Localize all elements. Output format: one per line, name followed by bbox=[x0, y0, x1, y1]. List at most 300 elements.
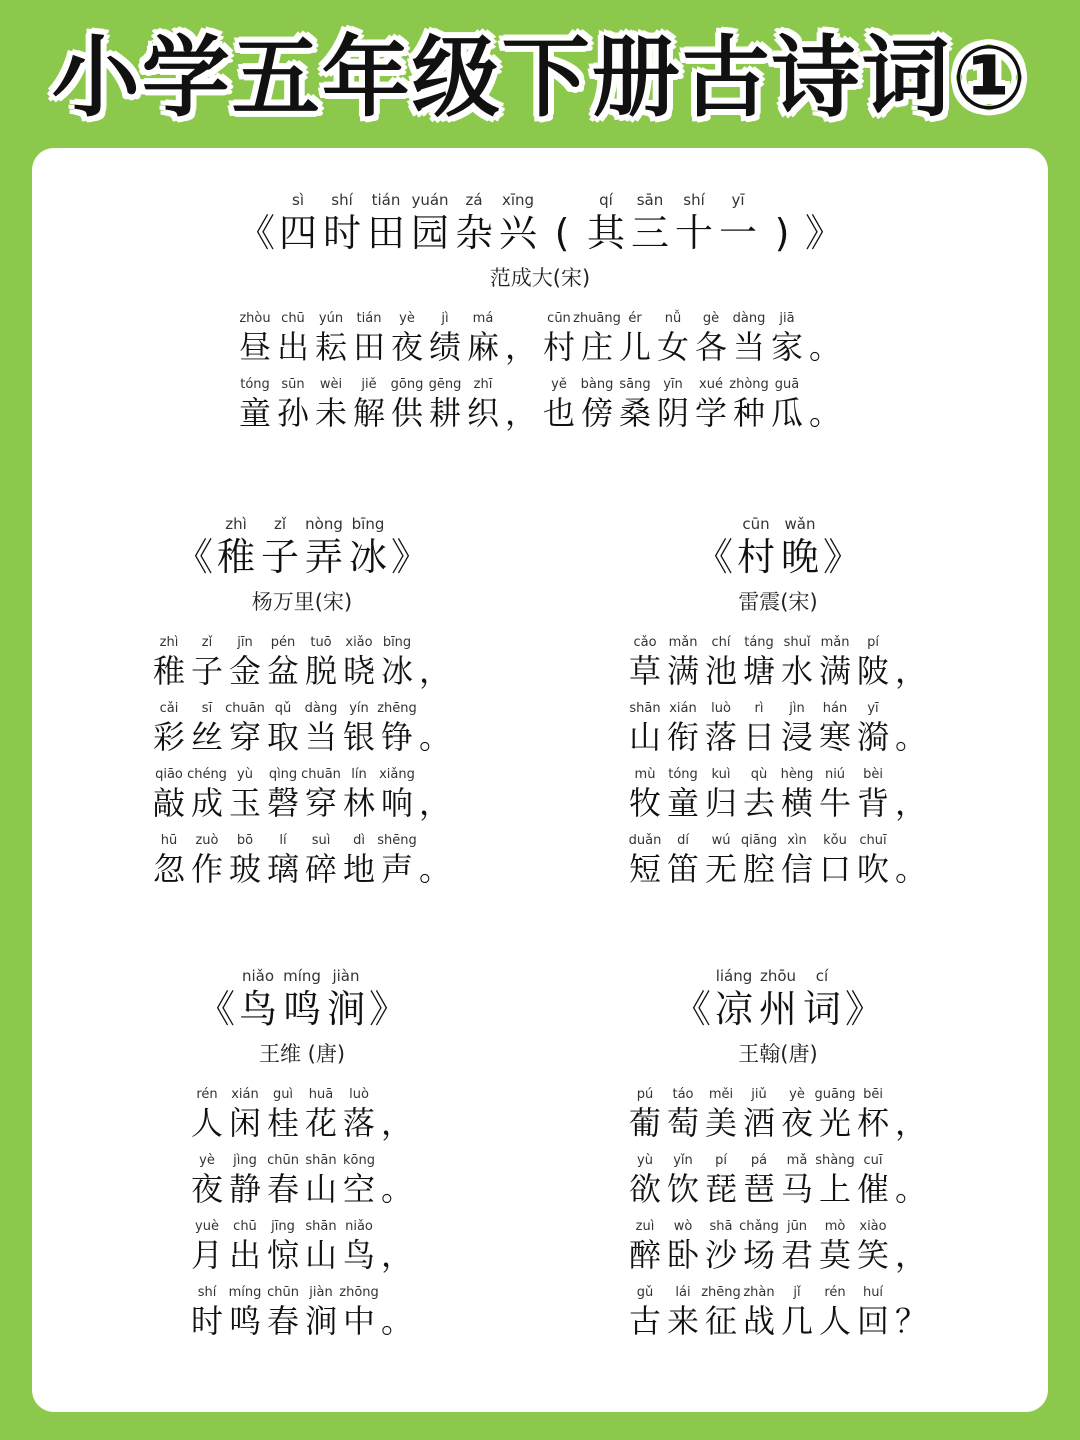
pinyin: zhēng bbox=[701, 1285, 741, 1300]
hanzi: 春 bbox=[266, 1170, 299, 1208]
poem-character bbox=[778, 1284, 816, 1340]
poem-title bbox=[538, 514, 1018, 580]
poem-character bbox=[702, 1152, 740, 1208]
pinyin: tóng bbox=[668, 767, 698, 782]
pinyin: chūn bbox=[267, 1285, 299, 1300]
pinyin: dàng bbox=[732, 311, 766, 326]
poem-character bbox=[816, 634, 854, 690]
pinyin: wò bbox=[673, 1219, 693, 1234]
hanzi: 满 bbox=[818, 652, 851, 690]
poem-character bbox=[302, 514, 346, 580]
poem-character bbox=[302, 634, 340, 690]
poem-character bbox=[378, 1152, 416, 1208]
hanzi: 昼 bbox=[238, 328, 271, 366]
pinyin: yě bbox=[551, 377, 567, 392]
pinyin: huā bbox=[308, 1087, 334, 1102]
poem-character bbox=[730, 310, 768, 366]
poem-character bbox=[854, 1284, 892, 1340]
pinyin: yīn bbox=[663, 377, 683, 392]
poem-character bbox=[844, 966, 884, 1032]
hanzi: 杂 bbox=[454, 211, 493, 255]
pinyin: sī bbox=[201, 701, 213, 716]
hanzi: 。 bbox=[418, 718, 451, 756]
pinyin: tián bbox=[371, 191, 401, 209]
poem-character bbox=[692, 376, 730, 432]
hanzi: 麻 bbox=[466, 328, 499, 366]
pinyin: lín bbox=[351, 767, 367, 782]
poem-character bbox=[740, 634, 778, 690]
hanzi: 其 bbox=[586, 211, 625, 255]
hanzi: 漪 bbox=[856, 718, 889, 756]
poem-character bbox=[804, 190, 844, 256]
pinyin: rén bbox=[824, 1285, 846, 1300]
poem-character bbox=[854, 1086, 892, 1142]
hanzi: 落 bbox=[342, 1104, 375, 1142]
hanzi: 桂 bbox=[266, 1104, 299, 1142]
pinyin: cuī bbox=[863, 1153, 883, 1168]
pinyin: cūn bbox=[742, 515, 770, 533]
poem-character bbox=[806, 376, 844, 432]
pinyin: luò bbox=[711, 701, 731, 716]
poem-character bbox=[274, 376, 312, 432]
hanzi: 池 bbox=[704, 652, 737, 690]
pinyin: zhuāng bbox=[573, 311, 621, 326]
hanzi: 稚 bbox=[152, 652, 185, 690]
poem-character bbox=[768, 310, 806, 366]
poem-character bbox=[816, 700, 854, 756]
hanzi: 词 bbox=[802, 987, 841, 1031]
hanzi: 田 bbox=[352, 328, 385, 366]
pinyin: mǎ bbox=[786, 1153, 808, 1168]
poem-character bbox=[892, 634, 930, 690]
pinyin: bēi bbox=[863, 1087, 883, 1102]
pinyin: xián bbox=[669, 701, 697, 716]
hanzi: ， bbox=[504, 328, 537, 366]
hanzi: 牛 bbox=[818, 784, 851, 822]
hanzi: 瓜 bbox=[770, 394, 803, 432]
hanzi: 响 bbox=[380, 784, 413, 822]
pinyin: chéng bbox=[187, 767, 227, 782]
hanzi: ， bbox=[894, 1236, 927, 1274]
hanzi: 晚 bbox=[780, 535, 819, 579]
poem-character bbox=[302, 766, 340, 822]
pinyin: gōng bbox=[390, 377, 424, 392]
poem-character bbox=[236, 190, 276, 256]
poem-character bbox=[378, 766, 416, 822]
hanzi: 碎 bbox=[304, 850, 337, 888]
poem-line bbox=[538, 1218, 1018, 1274]
hanzi: 银 bbox=[342, 718, 375, 756]
hanzi: 解 bbox=[352, 394, 385, 432]
pinyin: xiào bbox=[859, 1219, 887, 1234]
hanzi: 耘 bbox=[314, 328, 347, 366]
poem-line bbox=[538, 766, 1018, 822]
poem-author: 杨万里(宋) bbox=[251, 590, 353, 614]
pinyin: shān bbox=[629, 701, 661, 716]
pinyin: míng bbox=[228, 1285, 262, 1300]
pinyin: gè bbox=[702, 311, 720, 326]
poem-character bbox=[760, 190, 804, 256]
poem-character bbox=[350, 310, 388, 366]
pinyin: pén bbox=[270, 635, 296, 650]
poem-character bbox=[416, 700, 454, 756]
hanzi: 琶 bbox=[742, 1170, 775, 1208]
pinyin: yín bbox=[349, 701, 369, 716]
pinyin: yè bbox=[199, 1153, 215, 1168]
poem-character bbox=[778, 1152, 816, 1208]
poem-line bbox=[62, 1152, 542, 1208]
poem-character bbox=[816, 832, 854, 888]
poem-character bbox=[578, 376, 616, 432]
pinyin: liáng bbox=[715, 967, 753, 985]
poem-character bbox=[196, 966, 236, 1032]
hanzi: 儿 bbox=[618, 328, 651, 366]
pinyin: bō bbox=[236, 833, 254, 848]
pinyin: jiàn bbox=[309, 1285, 333, 1300]
poem-character bbox=[226, 700, 264, 756]
hanzi: 园 bbox=[410, 211, 449, 255]
poem-character bbox=[702, 700, 740, 756]
hanzi: 女 bbox=[656, 328, 689, 366]
poem-character bbox=[368, 966, 408, 1032]
hanzi: 。 bbox=[808, 394, 841, 432]
poem-character bbox=[626, 1218, 664, 1274]
hanzi: 家 bbox=[770, 328, 803, 366]
pinyin: qiāo bbox=[155, 767, 183, 782]
hanzi: 学 bbox=[694, 394, 727, 432]
pinyin: pá bbox=[750, 1153, 768, 1168]
pinyin: hèng bbox=[780, 767, 814, 782]
hanzi: 日 bbox=[742, 718, 775, 756]
poem-character bbox=[150, 766, 188, 822]
poem-liang-zhou-ci bbox=[538, 966, 1018, 1340]
poem-character bbox=[694, 514, 734, 580]
hanzi: 静 bbox=[228, 1170, 261, 1208]
hanzi: 去 bbox=[742, 784, 775, 822]
pinyin: duǎn bbox=[628, 833, 662, 848]
poem-character bbox=[778, 514, 822, 580]
hanzi: 傍 bbox=[580, 394, 613, 432]
pinyin: gēng bbox=[428, 377, 462, 392]
poem-character bbox=[654, 310, 692, 366]
poem-character bbox=[702, 1086, 740, 1142]
pinyin: guā bbox=[774, 377, 800, 392]
hanzi: 村 bbox=[736, 535, 775, 579]
hanzi: 几 bbox=[780, 1302, 813, 1340]
poem-character bbox=[378, 634, 416, 690]
hanzi: 各 bbox=[694, 328, 727, 366]
pinyin: shí bbox=[331, 191, 353, 209]
hanzi: 口 bbox=[818, 850, 851, 888]
poem-line bbox=[62, 634, 542, 690]
pinyin: tián bbox=[356, 311, 382, 326]
pinyin: kōng bbox=[343, 1153, 375, 1168]
pinyin: jiā bbox=[779, 311, 795, 326]
poem-character bbox=[302, 1152, 340, 1208]
hanzi: 葡 bbox=[628, 1104, 661, 1142]
pinyin: pí bbox=[715, 1153, 727, 1168]
hanzi: 《 bbox=[236, 211, 275, 255]
poem-character bbox=[378, 1284, 416, 1340]
poem-character bbox=[188, 634, 226, 690]
pinyin: táo bbox=[672, 1087, 694, 1102]
poem-character bbox=[340, 832, 378, 888]
pinyin: mǎn bbox=[668, 635, 698, 650]
poem-character bbox=[378, 1218, 416, 1274]
poem-character bbox=[502, 376, 540, 432]
poem-character bbox=[740, 1284, 778, 1340]
pinyin: zhēng bbox=[377, 701, 417, 716]
hanzi: 萄 bbox=[666, 1104, 699, 1142]
hanzi: 子 bbox=[190, 652, 223, 690]
poem-character bbox=[320, 190, 364, 256]
hanzi: 塘 bbox=[742, 652, 775, 690]
pinyin: qiāng bbox=[740, 833, 778, 848]
poem-character bbox=[626, 634, 664, 690]
hanzi: 夜 bbox=[190, 1170, 223, 1208]
pinyin: guì bbox=[272, 1087, 294, 1102]
hanzi: 丝 bbox=[190, 718, 223, 756]
pinyin: xìn bbox=[787, 833, 807, 848]
pinyin: tóng bbox=[240, 377, 270, 392]
pinyin: chuī bbox=[859, 833, 887, 848]
hanzi: 无 bbox=[704, 850, 737, 888]
poem-character bbox=[188, 832, 226, 888]
pinyin: xiǎng bbox=[379, 767, 415, 782]
pinyin: tuō bbox=[310, 635, 332, 650]
hanzi: 供 bbox=[390, 394, 423, 432]
poem-character bbox=[854, 1152, 892, 1208]
hanzi: 子 bbox=[260, 535, 299, 579]
poem-character bbox=[756, 966, 800, 1032]
poem-character bbox=[188, 1152, 226, 1208]
hanzi: ， bbox=[504, 394, 537, 432]
pinyin: jiě bbox=[361, 377, 377, 392]
hanzi: 玻 bbox=[228, 850, 261, 888]
poem-character bbox=[702, 766, 740, 822]
pinyin: dí bbox=[677, 833, 689, 848]
poem-character bbox=[226, 1152, 264, 1208]
poem-character bbox=[740, 832, 778, 888]
hanzi: 春 bbox=[266, 1302, 299, 1340]
hanzi: 穿 bbox=[228, 718, 261, 756]
poem-character bbox=[188, 1086, 226, 1142]
poem-character bbox=[416, 634, 454, 690]
hanzi: ( bbox=[554, 211, 570, 255]
hanzi: 闲 bbox=[228, 1104, 261, 1142]
poem-lines bbox=[62, 1086, 542, 1340]
hanzi: 出 bbox=[276, 328, 309, 366]
poem-title bbox=[62, 966, 542, 1032]
hanzi: 信 bbox=[780, 850, 813, 888]
pinyin: chuān bbox=[225, 701, 265, 716]
pinyin: chūn bbox=[267, 1153, 299, 1168]
pinyin: pí bbox=[867, 635, 879, 650]
pinyin: shān bbox=[305, 1219, 337, 1234]
hanzi: 浸 bbox=[780, 718, 813, 756]
pinyin: wèi bbox=[319, 377, 343, 392]
poem-niao-ming-jian bbox=[62, 966, 542, 1340]
poem-character bbox=[340, 634, 378, 690]
hanzi: 杯 bbox=[856, 1104, 889, 1142]
hanzi: 当 bbox=[304, 718, 337, 756]
poem-character bbox=[664, 634, 702, 690]
poem-character bbox=[584, 190, 628, 256]
poem-title bbox=[32, 190, 1048, 256]
pinyin: mù bbox=[634, 767, 656, 782]
pinyin: kǒu bbox=[823, 833, 847, 848]
hanzi: 来 bbox=[666, 1302, 699, 1340]
pinyin: shā bbox=[709, 1219, 733, 1234]
poem-character bbox=[408, 190, 452, 256]
hanzi: 笑 bbox=[856, 1236, 889, 1274]
hanzi: 磬 bbox=[266, 784, 299, 822]
hanzi: 古 bbox=[628, 1302, 661, 1340]
poem-character bbox=[150, 700, 188, 756]
hanzi: 美 bbox=[704, 1104, 737, 1142]
poem-author: 雷震(宋) bbox=[738, 590, 818, 614]
poem-character bbox=[150, 634, 188, 690]
pinyin: zǐ bbox=[201, 635, 213, 650]
poem-character bbox=[174, 514, 214, 580]
poem-character bbox=[264, 1152, 302, 1208]
poem-character bbox=[464, 310, 502, 366]
poem-character bbox=[302, 1284, 340, 1340]
poem-character bbox=[464, 376, 502, 432]
poem-character bbox=[388, 376, 426, 432]
pinyin: qù bbox=[750, 767, 768, 782]
hanzi: 夜 bbox=[780, 1104, 813, 1142]
poem-character bbox=[664, 832, 702, 888]
pinyin: zhòng bbox=[729, 377, 769, 392]
poem-character bbox=[716, 190, 760, 256]
hanzi: 短 bbox=[628, 850, 661, 888]
hanzi: 空 bbox=[342, 1170, 375, 1208]
poem-character bbox=[236, 310, 274, 366]
poem-line bbox=[32, 310, 1048, 366]
poem-character bbox=[302, 832, 340, 888]
pinyin: niú bbox=[824, 767, 846, 782]
poem-character bbox=[426, 310, 464, 366]
poem-character bbox=[540, 190, 584, 256]
hanzi: 州 bbox=[758, 987, 797, 1031]
hanzi: 中 bbox=[342, 1302, 375, 1340]
pinyin: yǐn bbox=[673, 1153, 693, 1168]
pinyin: měi bbox=[708, 1087, 734, 1102]
poem-character bbox=[226, 1086, 264, 1142]
poem-line bbox=[538, 700, 1018, 756]
pinyin: zuò bbox=[195, 833, 219, 848]
poem-card bbox=[32, 148, 1048, 1412]
hanzi: 田 bbox=[366, 211, 405, 255]
poem-character bbox=[378, 700, 416, 756]
hanzi: 鸣 bbox=[228, 1302, 261, 1340]
pinyin: xīng bbox=[501, 191, 535, 209]
pinyin: bàng bbox=[580, 377, 614, 392]
poem-character bbox=[340, 1086, 378, 1142]
poem-zhi-zi-nong-bing bbox=[62, 514, 542, 888]
pinyin: jǐ bbox=[793, 1285, 801, 1300]
poem-character bbox=[816, 1152, 854, 1208]
poem-line bbox=[62, 700, 542, 756]
poem-character bbox=[188, 1284, 226, 1340]
poem-character bbox=[280, 966, 324, 1032]
hanzi: 人 bbox=[818, 1302, 851, 1340]
hanzi: 出 bbox=[228, 1236, 261, 1274]
hanzi: ， bbox=[418, 652, 451, 690]
poem-character bbox=[416, 832, 454, 888]
hanzi: 上 bbox=[818, 1170, 851, 1208]
pinyin: cí bbox=[815, 967, 829, 985]
pinyin: dàng bbox=[304, 701, 338, 716]
pinyin: lái bbox=[675, 1285, 691, 1300]
hanzi: 忽 bbox=[152, 850, 185, 888]
poem-character bbox=[626, 700, 664, 756]
hanzi: 种 bbox=[732, 394, 765, 432]
hanzi: 陂 bbox=[856, 652, 889, 690]
pinyin: mǎn bbox=[820, 635, 850, 650]
pinyin: cūn bbox=[547, 311, 571, 326]
poem-character bbox=[626, 1284, 664, 1340]
pinyin: zhì bbox=[159, 635, 179, 650]
poem-character bbox=[664, 1152, 702, 1208]
hanzi: 。 bbox=[808, 328, 841, 366]
hanzi: 落 bbox=[704, 718, 737, 756]
hanzi: 彩 bbox=[152, 718, 185, 756]
poem-character bbox=[654, 376, 692, 432]
hanzi: 《 bbox=[672, 987, 711, 1031]
poem-character bbox=[822, 514, 862, 580]
pinyin: zhī bbox=[473, 377, 493, 392]
poem-character bbox=[854, 1218, 892, 1274]
hanzi: 铮 bbox=[380, 718, 413, 756]
hanzi: 》 bbox=[368, 987, 407, 1031]
pinyin: yún bbox=[318, 311, 344, 326]
poem-character bbox=[892, 766, 930, 822]
pinyin: yù bbox=[237, 767, 253, 782]
poem-character bbox=[664, 1086, 702, 1142]
poem-character bbox=[740, 1086, 778, 1142]
hanzi: ？ bbox=[894, 1302, 927, 1340]
hanzi: 未 bbox=[314, 394, 347, 432]
poem-character bbox=[426, 376, 464, 432]
poem-si-shi-tian-yuan-za-xing bbox=[32, 190, 1048, 432]
poem-character bbox=[378, 832, 416, 888]
hanzi: 鸟 bbox=[238, 987, 277, 1031]
pinyin: jiàn bbox=[332, 967, 360, 985]
pinyin: luò bbox=[349, 1087, 369, 1102]
poem-line bbox=[62, 1284, 542, 1340]
pinyin: zhàn bbox=[743, 1285, 775, 1300]
poem-line bbox=[538, 832, 1018, 888]
poem-character bbox=[258, 514, 302, 580]
pinyin: guāng bbox=[814, 1087, 856, 1102]
pinyin: xián bbox=[231, 1087, 259, 1102]
hanzi: 夜 bbox=[390, 328, 423, 366]
hanzi: 。 bbox=[894, 718, 927, 756]
hanzi: ， bbox=[380, 1104, 413, 1142]
pinyin: míng bbox=[283, 967, 321, 985]
poem-author: 王翰(唐) bbox=[738, 1042, 818, 1066]
pinyin: jì bbox=[441, 311, 449, 326]
poem-character bbox=[778, 766, 816, 822]
poem-character bbox=[340, 700, 378, 756]
hanzi: 征 bbox=[704, 1302, 737, 1340]
poem-character bbox=[340, 1284, 378, 1340]
pinyin: zhòu bbox=[239, 311, 271, 326]
poem-character bbox=[892, 700, 930, 756]
hanzi: ， bbox=[380, 1236, 413, 1274]
